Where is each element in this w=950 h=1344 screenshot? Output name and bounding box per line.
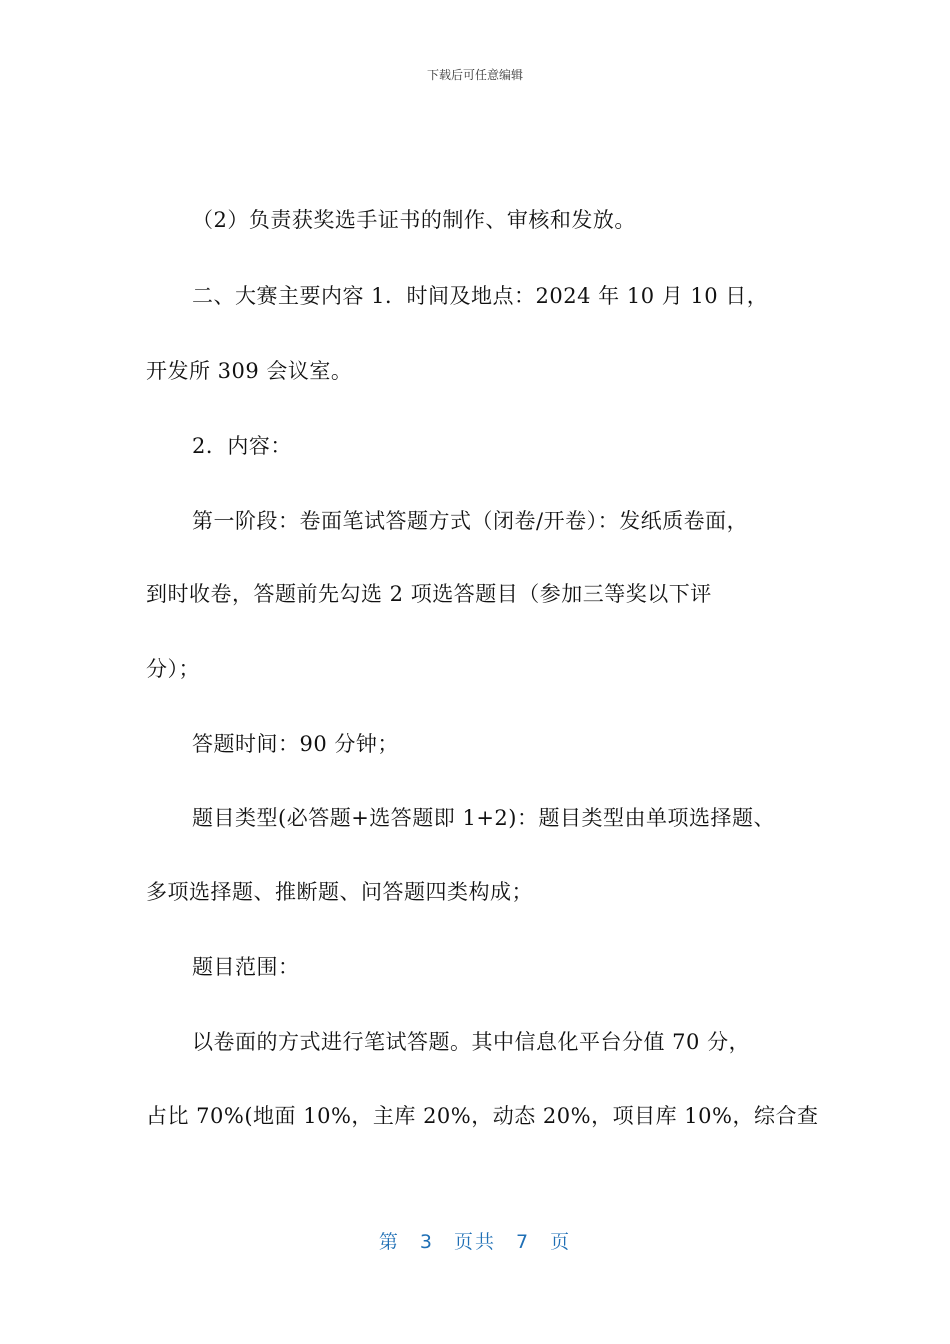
paragraph-line: （2）负责获奖选手证书的制作、审核和发放。 — [192, 208, 636, 232]
paragraph-line: 多项选择题、推断题、问答题四类构成； — [146, 880, 533, 904]
paragraph-line: 2．内容： — [192, 434, 292, 458]
paragraph-line: 分）； — [146, 657, 200, 681]
paragraph-line: 占比 70%(地面 10%，主库 20%，动态 20%，项目库 10%，综合查 — [146, 1104, 819, 1128]
page-number-footer: 第 3 页共 7 页 — [378, 1231, 572, 1253]
paragraph-line: 题目类型(必答题+选答题即 1+2)：题目类型由单项选择题、 — [192, 806, 775, 830]
page-header-note: 下载后可任意编辑 — [426, 68, 523, 82]
paragraph-line: 以卷面的方式进行笔试答题。其中信息化平台分值 70 分， — [192, 1030, 751, 1054]
paragraph-line: 答题时间：90 分钟； — [192, 732, 399, 756]
paragraph-line: 开发所 309 会议室。 — [146, 359, 353, 383]
paragraph-line: 第一阶段：卷面笔试答题方式（闭卷/开卷）：发纸质卷面， — [192, 509, 749, 533]
paragraph-line: 题目范围： — [192, 955, 300, 979]
paragraph-line: 到时收卷，答题前先勾选 2 项选答题目（参加三等奖以下评 — [146, 582, 712, 606]
paragraph-line: 二、大赛主要内容 1．时间及地点：2024 年 10 月 10 日， — [192, 284, 769, 308]
